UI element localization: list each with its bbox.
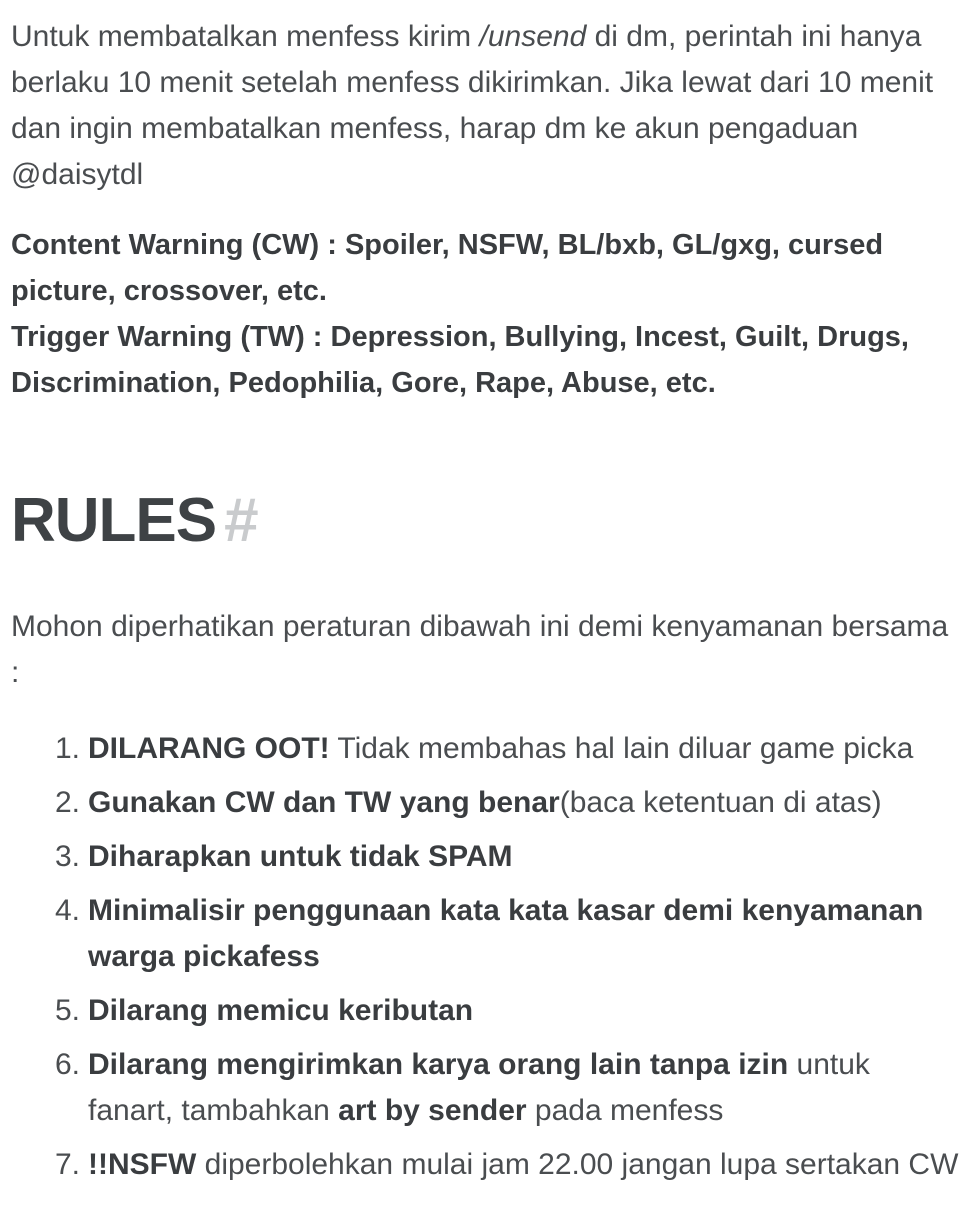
rules-list xyxy=(11,726,963,1188)
unsend-instructions xyxy=(11,14,963,198)
anchor-link[interactable]: # xyxy=(224,486,258,555)
rule-bold: Minimalisir penggunaan kata kata kasar demi kenyamanan warga pickafess xyxy=(88,894,924,973)
rule-text: diperbolehkan mulai jam 22.00 jangan lupa sertakan CW xyxy=(196,1148,959,1181)
rule-bold: Gunakan CW dan TW yang benar xyxy=(88,786,560,819)
intro-before: Untuk membatalkan menfess kirim xyxy=(11,20,480,53)
intro-after: di dm, perintah ini hanya berlaku 10 menit setelah menfess dikirimkan. Jika lewat dari 10 menit dan ingin membatalkan menfess, harap dm ke akun pengaduan @daisytdl xyxy=(11,20,934,191)
rule-text: (baca ketentuan di atas) xyxy=(559,786,882,819)
rule-number: 6. xyxy=(54,1048,80,1081)
rule-item-2 xyxy=(11,780,963,826)
unsend-command: /unsend xyxy=(479,20,587,53)
rule-bold-2: art by sender xyxy=(338,1094,527,1127)
rule-number: 4. xyxy=(54,894,80,927)
rules-title: RULES xyxy=(11,486,217,555)
rule-number: 7. xyxy=(54,1148,80,1181)
rule-item-6 xyxy=(11,1042,963,1134)
rule-bold: Dilarang memicu keributan xyxy=(88,994,474,1027)
document-page xyxy=(0,14,973,1188)
rule-number: 1. xyxy=(54,732,80,765)
rule-item-1 xyxy=(11,726,963,772)
rule-item-4 xyxy=(11,888,963,980)
rule-text: Tidak membahas hal lain diluar game picka xyxy=(329,732,914,765)
rule-bold: Diharapkan untuk tidak SPAM xyxy=(88,840,513,873)
content-warnings xyxy=(11,222,963,406)
rule-item-7 xyxy=(11,1142,963,1188)
rule-item-3 xyxy=(11,834,963,880)
rule-number: 3. xyxy=(54,840,80,873)
rules-intro: Mohon diperhatikan peraturan dibawah ini demi kenyamanan bersama : xyxy=(11,610,949,689)
rule-text-2: pada menfess xyxy=(526,1094,724,1127)
rule-bold: !!NSFW xyxy=(88,1148,197,1181)
rule-item-5 xyxy=(11,988,963,1034)
tw-list: Trigger Warning (TW) : Depression, Bullying, Incest, Guilt, Drugs, Discrimination, Pedophilia, Gore, Rape, Abuse, etc. xyxy=(11,321,909,399)
rule-number: 2. xyxy=(54,786,80,819)
rules-heading xyxy=(11,486,963,556)
cw-list: Content Warning (CW) : Spoiler, NSFW, BL/bxb, GL/gxg, cursed picture, crossover, etc. xyxy=(11,229,884,307)
rule-bold: Dilarang mengirimkan karya orang lain tanpa izin xyxy=(88,1048,789,1081)
rule-bold: DILARANG OOT! xyxy=(88,732,330,765)
rule-text: untuk fanart, tambahkan xyxy=(88,1048,870,1127)
rule-number: 5. xyxy=(54,994,80,1027)
